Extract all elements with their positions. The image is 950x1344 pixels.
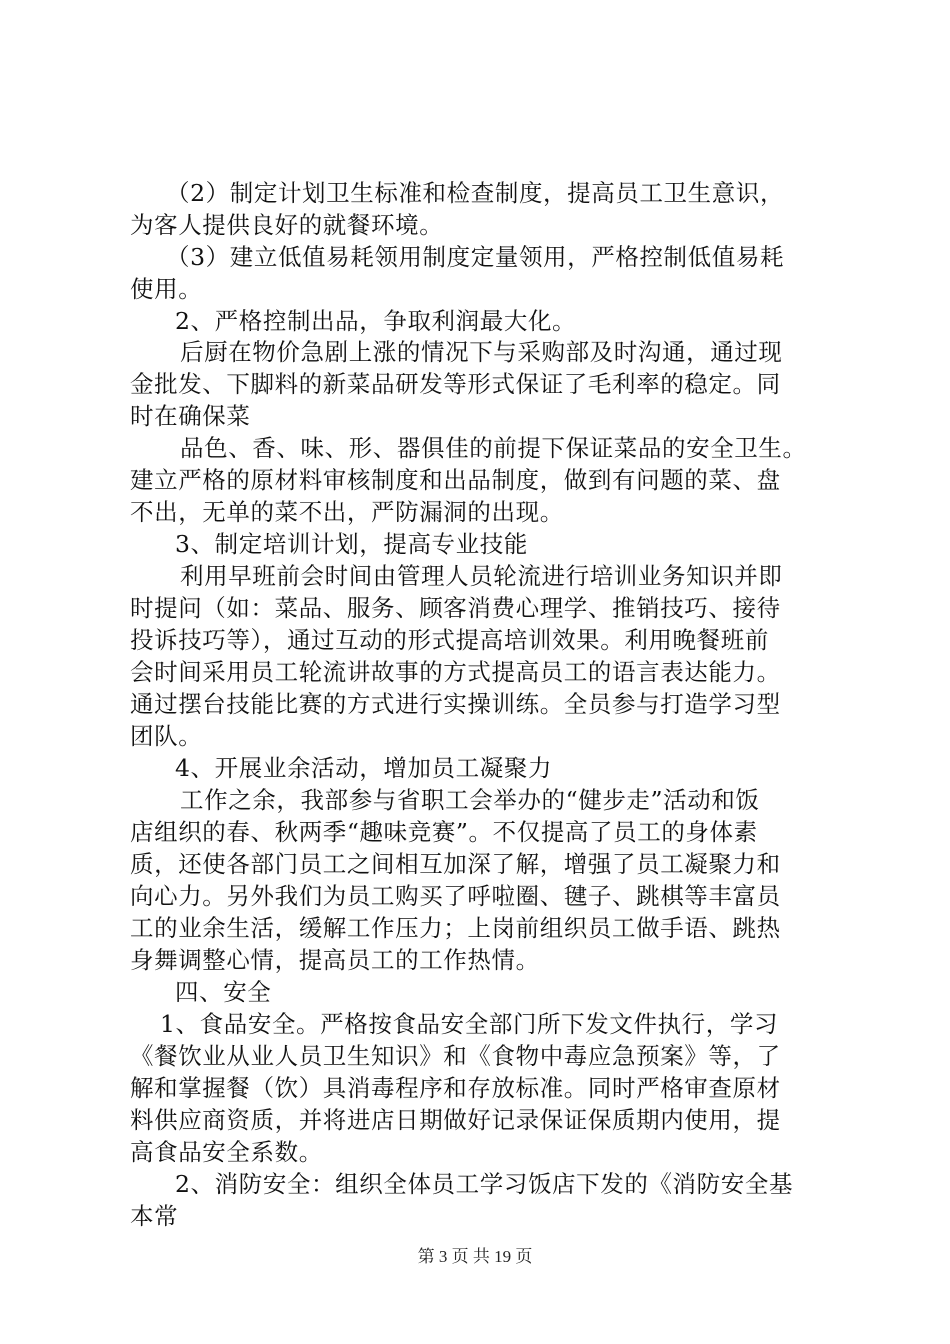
text-line: 建立严格的原材料审核制度和出品制度，做到有问题的菜、盘 [130,466,781,494]
text-line: 使用。 [130,275,203,303]
text-line: 2、消防安全：组织全体员工学习饭店下发的《消防安全基 [175,1170,794,1198]
text-line: 工的业余生活，缓解工作压力；上岗前组织员工做手语、跳热 [130,914,781,942]
text-line: 店组织的春、秋两季“趣味竞赛”。不仅提高了员工的身体素 [130,818,758,846]
text-line: 时提问（如：菜品、服务、顾客消费心理学、推销技巧、接待 [130,594,781,622]
text-line: 1、食品安全。严格按食品安全部门所下发文件执行，学习 [160,1010,779,1038]
text-line: 团队。 [130,722,203,750]
text-line: 本常 [130,1202,179,1230]
text-line: 时在确保菜 [130,402,251,430]
text-line: 金批发、下脚料的新菜品研发等形式保证了毛利率的稳定。同 [130,370,781,398]
text-line: 为客人提供良好的就餐环境。 [130,211,444,239]
text-line: （2）制定计划卫生标准和检查制度，提高员工卫生意识， [166,179,785,207]
text-line: 身舞调整心情，提高员工的工作热情。 [130,946,540,974]
text-line: 2、严格控制出品，争取利润最大化。 [175,307,577,335]
text-line: 3、制定培训计划，提高专业技能 [175,530,528,558]
section-heading: 四、安全 [175,978,272,1006]
text-line: 投诉技巧等），通过互动的形式提高培训效果。利用晚餐班前 [130,626,769,654]
text-line: （3）建立低值易耗领用制度定量领用，严格控制低值易耗 [166,243,785,271]
page-number-footer: 第 3 页 共 19 页 [417,1247,533,1266]
text-line: 工作之余，我部参与省职工会举办的“健步走”活动和饭 [180,786,760,814]
text-line: 利用早班前会时间由管理人员轮流进行培训业务知识并即 [180,562,783,590]
text-line: 4、开展业余活动，增加员工凝聚力 [175,754,553,782]
text-line: 《餐饮业从业人员卫生知识》和《食物中毒应急预案》等，了 [130,1042,781,1070]
text-line: 解和掌握餐（饮）具消毒程序和存放标准。同时严格审查原材 [130,1074,781,1102]
text-line: 向心力。另外我们为员工购买了呼啦圈、毽子、跳棋等丰富员 [130,882,781,910]
text-line: 后厨在物价急剧上涨的情况下与采购部及时沟通，通过现 [180,338,783,366]
text-line: 高食品安全系数。 [130,1138,323,1166]
text-line: 会时间采用员工轮流讲故事的方式提高员工的语言表达能力。 [130,658,781,686]
text-line: 不出，无单的菜不出，严防漏洞的出现。 [130,498,564,526]
text-line: 料供应商资质，并将进店日期做好记录保证保质期内使用，提 [130,1106,781,1134]
text-line: 品色、香、味、形、器俱佳的前提下保证菜品的安全卫生。 [180,434,807,462]
text-line: 质，还使各部门员工之间相互加深了解，增强了员工凝聚力和 [130,850,781,878]
text-line: 通过摆台技能比赛的方式进行实操训练。全员参与打造学习型 [130,690,781,718]
